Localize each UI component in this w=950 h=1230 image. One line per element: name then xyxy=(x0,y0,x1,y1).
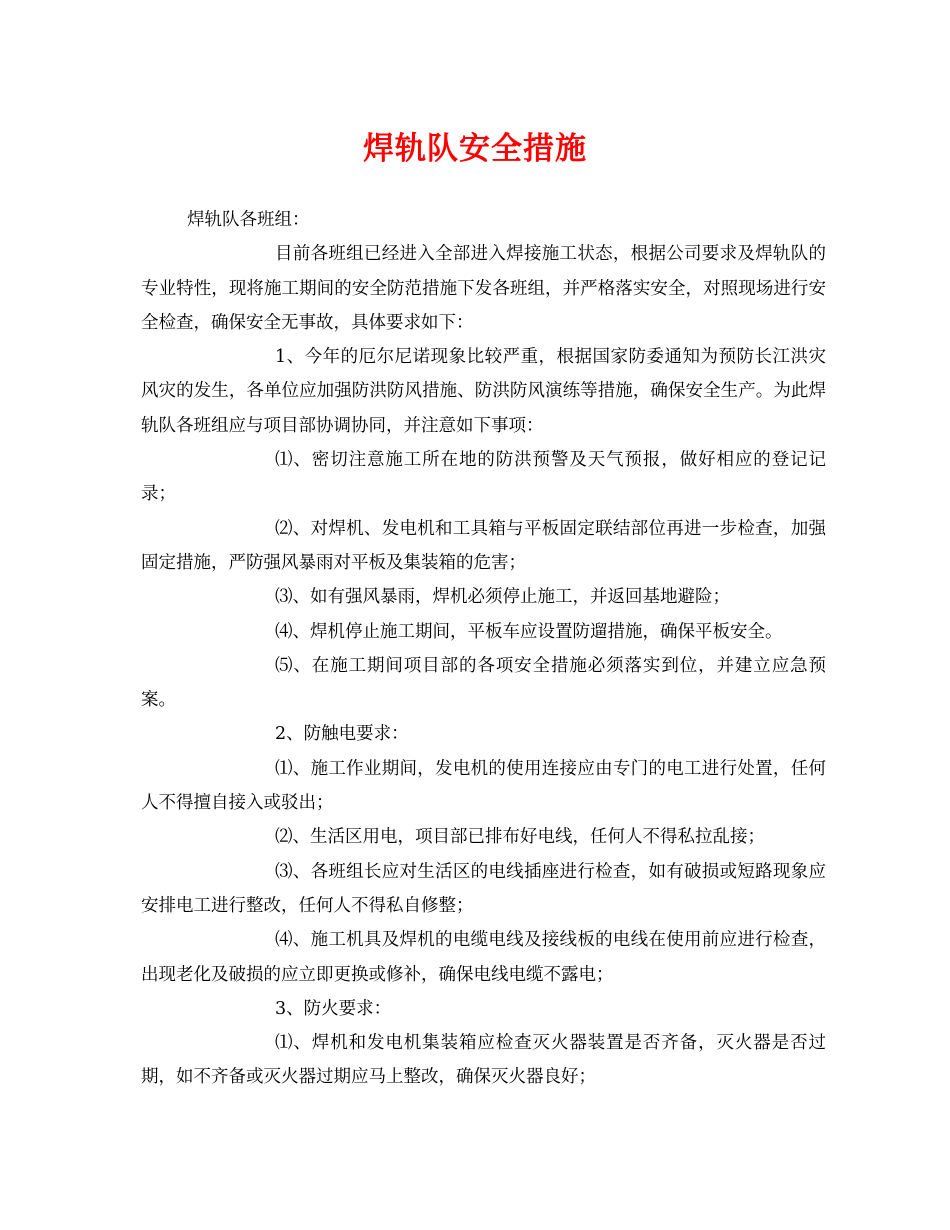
list-item: ⑴、焊机和发电机集装箱应检查灭火器装置是否齐备，灭火器是否过期，如不齐备或灭火器过期应马上整改，确保灭火器良好； xyxy=(141,1033,826,1088)
list-item: ⑶、如有强风暴雨，焊机必须停止施工，并返回基地避险； xyxy=(275,587,730,608)
greeting-line: 焊轨队各班组： xyxy=(187,210,310,230)
document-title: 焊轨队安全措施 xyxy=(363,131,587,167)
section-heading: 1、今年的厄尔尼诺现象比较严重，根据国家防委通知为预防长江洪灾风灾的发生，各单位应加强防洪防风措施、防洪防风演练等措施，确保安全生产。为此焊轨队各班组应与项目部协调协同，并注意如下事项： xyxy=(141,347,826,436)
list-item: ⑷、施工机具及焊机的电缆电线及接线板的电线在使用前应进行检查，出现老化及破损的应立即更换或修补，确保电线电缆不露电； xyxy=(141,930,826,985)
list-item: ⑵、生活区用电，项目部已排布好电线，任何人不得私拉乱接； xyxy=(275,827,765,848)
list-item: ⑶、各班组长应对生活区的电线插座进行检查，如有破损或短路现象应安排电工进行整改，任何人不得私自修整； xyxy=(141,861,826,916)
section-heading: 2、防触电要求： xyxy=(275,724,409,745)
section-heading: 3、防火要求： xyxy=(275,998,392,1019)
list-item: ⑷、焊机停止施工期间，平板车应设置防遛措施，确保平板安全。 xyxy=(275,621,783,642)
list-item: ⑸、在施工期间项目部的各项安全措施必须落实到位，并建立应急预案。 xyxy=(141,655,826,711)
list-item: ⑵、对焊机、发电机和工具箱与平板固定联结部位再进一步检查，加强固定措施，严防强风暴雨对平板及集装箱的危害； xyxy=(141,518,826,573)
list-item: ⑴、密切注意施工所在地的防洪预警及天气预报，做好相应的登记记录； xyxy=(141,450,826,505)
intro-paragraph: 目前各班组已经进入全部进入焊接施工状态，根据公司要求及焊轨队的专业特性，现将施工期间的安全防范措施下发各班组，并严格落实安全，对照现场进行安全检查，确保安全无事故，具体要求如下： xyxy=(141,244,826,333)
document-body xyxy=(141,203,826,1095)
list-item: ⑴、施工作业期间，发电机的使用连接应由专门的电工进行处置，任何人不得擅自接入或驳出； xyxy=(141,758,826,814)
